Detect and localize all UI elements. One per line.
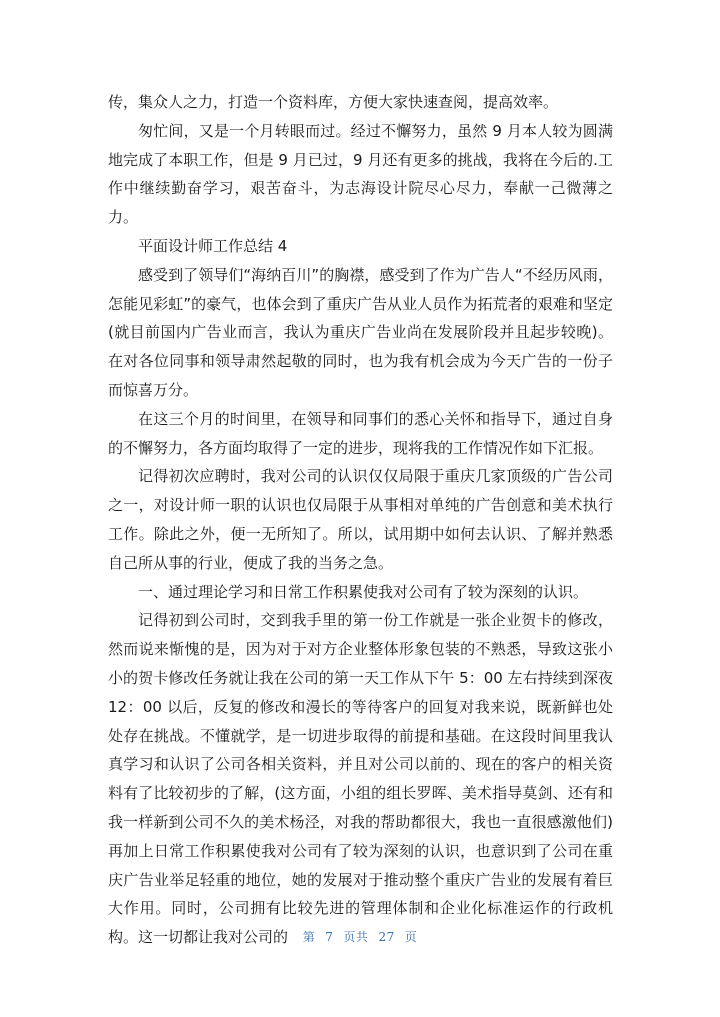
section-heading: 平面设计师工作总结 4 xyxy=(138,236,288,255)
paragraph-1: 传，集众人之力，打造一个资料库，方便大家快速查阅，提高效率。 xyxy=(108,93,559,111)
footer-prefix: 第 xyxy=(302,930,316,944)
footer-total-pages: 27 xyxy=(378,930,395,944)
footer-current-page: 7 xyxy=(325,930,334,944)
paragraph-2: 匆忙间，又是一个月转眼而过。经过不懈努力，虽然 9 月本人较为圆满地完成了本职工作，但是 9 月已过，9 月还有更多的挑战，我将在今后的.工作中继续勤奋学习，艰苦奋斗，为志海设计院尽心尽力，奉献一己微薄之力。 xyxy=(108,121,613,227)
page-footer xyxy=(0,928,720,945)
document-body xyxy=(108,88,613,952)
footer-middle: 页共 xyxy=(343,930,369,944)
paragraph-4: 在这三个月的时间里，在领导和同事们的悉心关怀和指导下，通过自身的不懈努力，各方面均取得了一定的进步，现将我的工作情况作如下汇报。 xyxy=(108,409,613,457)
footer-suffix: 页 xyxy=(404,930,418,944)
paragraph-6: 记得初到公司时，交到我手里的第一份工作就是一张企业贺卡的修改，然而说来惭愧的是，因为对于对方企业整体形象包装的不熟悉，导致这张小小的贺卡修改任务就让我在公司的第一天工作从下午 5：00 左右持续到深夜 12：00 以后，反复的修改和漫长的等待客户的回复对我来说，既新鲜也处处存在挑战。不懂就学，是一切进步取得的前提和基础。在这段时间里我认真学习和认识了公司各相关资料，并且对公司以前的、现在的客户的相关资料有了比较初步的了解，(这方面，小组的组长罗晖、美术指导莫剑、还有和我一样新到公司不久的美术杨泾，对我的帮助都很大，我也一直很感激他们)再加上日常工作积累使我对公司有了较为深刻的认识，也意识到了公司在重庆广告业举足轻重的地位，她的发展对于推动整个重庆广告业的发展有着巨大作用。同时，公司拥有比较先进的管理体制和企业化标准运作的行政机构。这一切都让我对公司的 xyxy=(108,611,613,947)
paragraph-3: 感受到了领导们“海纳百川”的胸襟，感受到了作为广告人“不经历风雨，怎能见彩虹”的豪气，也体会到了重庆广告从业人员作为拓荒者的艰难和坚定(就目前国内广告业而言，我认为重庆广告业尚在发展阶段并且起步较晚)。在对各位同事和领导肃然起敬的同时，也为我有机会成为今天广告的一份子而惊喜万分。 xyxy=(108,265,613,399)
paragraph-5: 记得初次应聘时，我对公司的认识仅仅局限于重庆几家顶级的广告公司之一，对设计师一职的认识也仅局限于从事相对单纯的广告创意和美术执行工作。除此之外，便一无所知了。所以，试用期中如何去认识、了解并熟悉自己所从事的行业，便成了我的当务之急。 xyxy=(108,467,613,572)
subheading-1: 一、通过理论学习和日常工作积累使我对公司有了较为深刻的认识。 xyxy=(138,582,589,601)
